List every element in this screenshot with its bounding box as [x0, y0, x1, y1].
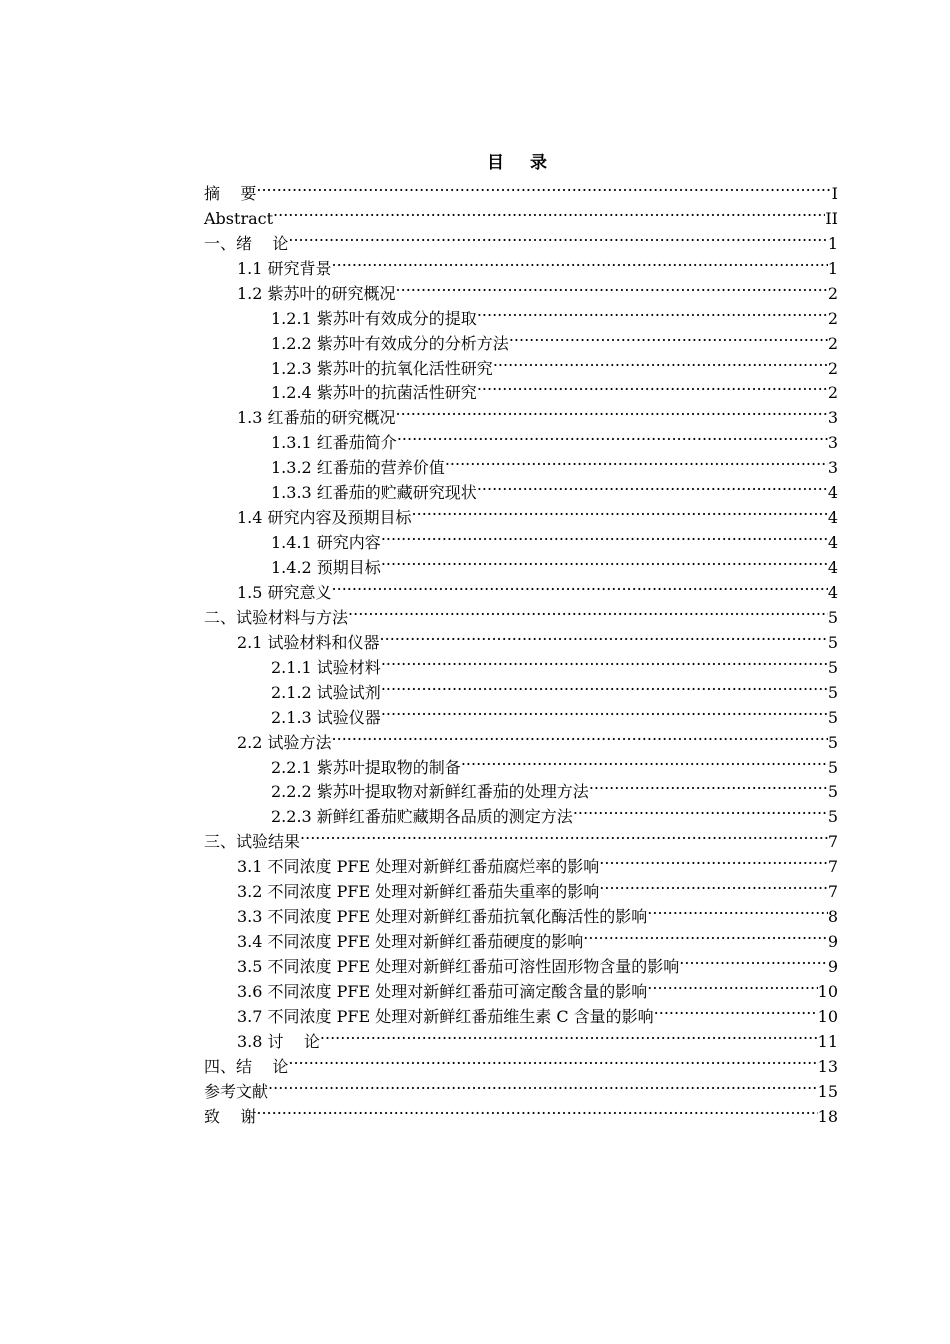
toc-dot-leader	[288, 224, 827, 249]
toc-entry-label: 2.2.1 紫苏叶提取物的制备	[271, 757, 461, 777]
toc-entry-page-number: 4	[827, 558, 838, 577]
toc-dot-leader	[320, 1022, 818, 1047]
toc-entry[interactable]	[204, 822, 838, 852]
toc-dot-leader	[332, 723, 828, 748]
toc-entry-page-number: II	[825, 208, 838, 228]
toc-dot-leader	[679, 947, 828, 972]
toc-entry-label: 1.2.4 紫苏叶的抗菌活性研究	[271, 383, 477, 403]
toc-entry-page-number: 7	[827, 882, 838, 902]
toc-entry-label: 1.2.3 紫苏叶的抗氧化活性研究	[271, 358, 493, 378]
toc-entry-label: 1.3 红番茄的研究概况	[237, 408, 396, 428]
toc-dot-leader	[396, 398, 828, 423]
toc-entry[interactable]	[204, 1097, 838, 1126]
toc-dot-leader	[412, 498, 828, 523]
toc-entry-label: 3.7 不同浓度 PFE 处理对新鲜红番茄维生素 C 含量的影响	[237, 1006, 654, 1026]
toc-entry-page-number: 2	[827, 308, 838, 328]
toc-dot-leader	[599, 847, 828, 872]
toc-entry-page-number: 10	[817, 1006, 838, 1026]
toc-entry-page-number: 7	[827, 832, 838, 852]
toc-dot-leader	[654, 997, 818, 1022]
toc-entry-page-number: 10	[817, 981, 838, 1001]
toc-entry-label: 参考文献	[204, 1081, 269, 1101]
toc-entry-label: 2.1 试验材料和仪器	[237, 632, 380, 652]
toc-entry-page-number: 2	[827, 358, 838, 378]
toc-entry-page-number: 7	[827, 857, 838, 877]
toc-entry-page-number: I	[831, 183, 838, 203]
toc-entry-label: 3.5 不同浓度 PFE 处理对新鲜红番茄可溶性固形物含量的影响	[237, 957, 680, 976]
toc-entry-page-number: 4	[827, 582, 838, 602]
toc-entry[interactable]	[204, 199, 838, 228]
toc-entry-label: 四、结 论	[204, 1056, 289, 1076]
toc-entry-page-number: 2	[827, 333, 838, 353]
toc-dot-leader	[396, 274, 828, 299]
toc-entry-page-number: 4	[827, 483, 838, 503]
toc-dot-leader	[256, 1097, 817, 1122]
toc-dot-leader	[332, 573, 828, 598]
toc-dot-leader	[477, 473, 828, 498]
toc-entry-page-number: 5	[827, 782, 838, 802]
toc-dot-leader	[647, 897, 828, 922]
toc-entry[interactable]	[204, 249, 838, 278]
toc-entry[interactable]	[204, 174, 838, 203]
toc-dot-leader	[583, 922, 828, 947]
toc-entry-label: 1.4.1 研究内容	[271, 533, 381, 553]
toc-entry-label: 1.4.2 预期目标	[271, 558, 381, 577]
toc-entry-page-number: 5	[827, 757, 838, 777]
toc-dot-leader	[589, 773, 828, 798]
toc-entry-page-number: 5	[827, 682, 838, 702]
toc-dot-leader	[509, 324, 828, 349]
toc-entry-page-number: 5	[827, 607, 838, 627]
toc-dot-leader	[348, 598, 828, 623]
toc-dot-leader	[647, 972, 817, 997]
toc-dot-leader	[381, 548, 828, 573]
toc-dot-leader	[288, 1047, 817, 1072]
table-of-contents	[204, 174, 838, 1126]
toc-dot-leader	[332, 249, 828, 274]
toc-entry-page-number: 3	[827, 408, 838, 428]
toc-entry-page-number: 3	[827, 458, 838, 478]
toc-entry-page-number: 4	[827, 508, 838, 528]
toc-dot-leader	[445, 448, 828, 473]
toc-entry[interactable]	[204, 224, 838, 253]
toc-entry-page-number: 5	[827, 807, 838, 827]
toc-entry-page-number: 1	[827, 233, 838, 253]
toc-entry-label: 1.2.2 紫苏叶有效成分的分析方法	[271, 333, 509, 353]
toc-entry-label: 1.1 研究背景	[237, 258, 332, 278]
toc-dot-leader	[268, 1072, 818, 1097]
toc-dot-leader	[300, 822, 828, 847]
toc-entry-page-number: 18	[817, 1106, 838, 1126]
toc-entry-page-number: 5	[827, 707, 838, 727]
toc-entry-label: 1.2 紫苏叶的研究概况	[237, 283, 396, 303]
toc-dot-leader	[599, 872, 828, 897]
toc-entry-page-number: 13	[817, 1056, 838, 1076]
toc-entry[interactable]	[204, 1072, 838, 1101]
toc-entry-label: 3.6 不同浓度 PFE 处理对新鲜红番茄可滴定酸含量的影响	[237, 981, 648, 1001]
toc-entry-label: 致 谢	[204, 1106, 257, 1126]
toc-dot-leader	[461, 748, 828, 773]
page-title: 目 录	[487, 153, 557, 173]
toc-dot-leader	[381, 648, 828, 673]
toc-entry-label: 2.2.2 紫苏叶提取物对新鲜红番茄的处理方法	[271, 782, 589, 802]
toc-dot-leader	[477, 374, 828, 399]
toc-entry-label: 3.2 不同浓度 PFE 处理对新鲜红番茄失重率的影响	[237, 882, 600, 902]
toc-entry-label: 2.1.3 试验仪器	[271, 707, 381, 727]
toc-entry-page-number: 1	[827, 258, 838, 278]
toc-dot-leader	[273, 199, 825, 224]
toc-entry-label: 2.2.3 新鲜红番茄贮藏期各品质的测定方法	[271, 807, 573, 827]
toc-entry-page-number: 4	[827, 533, 838, 553]
toc-entry-page-number: 15	[817, 1081, 838, 1101]
toc-entry-page-number: 3	[827, 433, 838, 453]
toc-entry-page-number: 5	[827, 632, 838, 652]
toc-entry-page-number: 2	[827, 283, 838, 303]
toc-entry-page-number: 9	[827, 957, 838, 976]
toc-entry-label: 1.5 研究意义	[237, 582, 332, 602]
toc-dot-leader	[380, 623, 828, 648]
toc-entry-label: 摘 要	[204, 183, 257, 203]
toc-entry-label: 三、试验结果	[204, 832, 301, 852]
toc-entry-label: 二、试验材料与方法	[204, 607, 349, 627]
toc-entry-label: 3.8 讨 论	[237, 1031, 320, 1051]
toc-dot-leader	[256, 174, 831, 199]
toc-entry-label: 2.2 试验方法	[237, 732, 332, 752]
toc-entry-page-number: 5	[827, 657, 838, 677]
toc-dot-leader	[573, 797, 828, 822]
toc-entry-label: 一、绪 论	[204, 233, 289, 253]
toc-entry-label: 2.1.2 试验试剂	[271, 682, 381, 702]
toc-entry-label: 2.1.1 试验材料	[271, 657, 381, 677]
toc-entry-label: 3.4 不同浓度 PFE 处理对新鲜红番茄硬度的影响	[237, 932, 584, 952]
toc-entry-page-number: 5	[827, 732, 838, 752]
toc-dot-leader	[477, 299, 828, 324]
toc-entry-label: 1.2.1 紫苏叶有效成分的提取	[271, 308, 477, 328]
toc-dot-leader	[397, 423, 828, 448]
toc-entry-label: Abstract	[204, 208, 274, 228]
toc-entry-label: 3.1 不同浓度 PFE 处理对新鲜红番茄腐烂率的影响	[237, 857, 600, 877]
toc-entry-label: 1.3.1 红番茄简介	[271, 433, 397, 453]
toc-entry[interactable]	[204, 1047, 838, 1076]
toc-entry-label: 1.4 研究内容及预期目标	[237, 508, 412, 528]
toc-dot-leader	[381, 673, 828, 698]
toc-entry-label: 1.3.3 红番茄的贮藏研究现状	[271, 483, 477, 503]
toc-entry-page-number: 2	[827, 383, 838, 403]
toc-entry-label: 1.3.2 红番茄的营养价值	[271, 458, 445, 478]
toc-dot-leader	[381, 698, 828, 723]
toc-entry-page-number: 8	[827, 907, 838, 927]
toc-entry-label: 3.3 不同浓度 PFE 处理对新鲜红番茄抗氧化酶活性的影响	[237, 907, 648, 927]
toc-dot-leader	[381, 523, 828, 548]
toc-dot-leader	[493, 349, 828, 374]
toc-entry-page-number: 9	[827, 932, 838, 952]
toc-entry-page-number: 11	[817, 1031, 838, 1051]
